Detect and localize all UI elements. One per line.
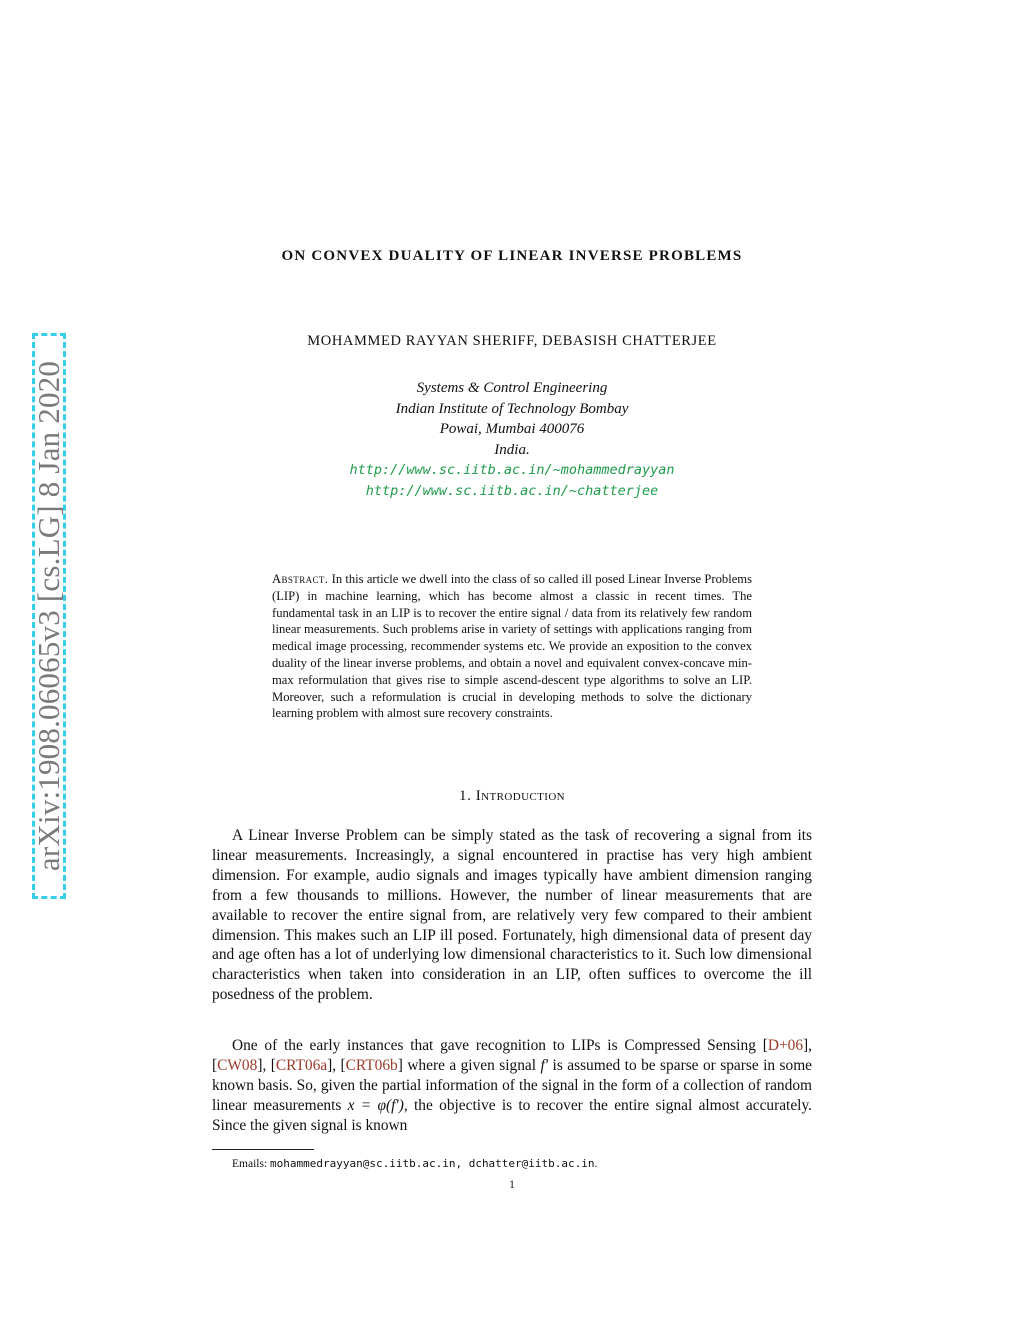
abstract-text: In this article we dwell into the class of so called ill posed Linear Inverse Problems (LIP) in machine learning, which has become almost a classic in recent times. The fundamental task in an LIP is to recover the entire signal / data from its relatively few random linear measurements. Such problems arise in variety of settings with applications ranging from medical image processing, recommender systems etc. We provide an exposition to the convex duality of the linear inverse problems, and obtain a novel and equivalent convex-concave min-max reformulation that gives rise to simple ascend-descent type algorithms to solve an LIP. Moreover, such a reformulation is crucial in developing methods to solve the dictionary learning problem with almost sure recovery constraints. [272,572,752,721]
intro-paragraph-2: One of the early instances that gave recognition to LIPs is Compressed Sensing [D+06], [CW08], [CRT06a], [CRT06b] where a given signal f′ is assumed to be sparse or sparse in some known basis. So, given the partial information of the signal in the form of a collection of random linear measurements x = φ(f′), the objective is to recover the entire signal almost accurately. Since the given signal is known [212,1037,812,1134]
intro-paragraph-1: A Linear Inverse Problem can be simply stated as the task of recovering a signal from its linear measurements. Increasingly, a signal encountered in practise has very high ambient dimension. For example, audio signals and images typically have ambient dimension ranging from a few thousands to millions. However, the number of linear measurements that are available to recover the entire signal from, are relatively very few compared to their ambient dimension. This makes such an LIP ill posed. Fortunately, high dimensional data of present day and age often has a lot of underlying low dimensional characteristics to it. Such low dimensional characteristics when taken into consideration in an LIP, often suffices to overcome the ill posedness of the problem. [212,827,812,1004]
abstract-label: Abstract. [272,572,329,586]
paragraph-2-text-c: , the objective is to recover the entire signal almost accurately. Since the given signal is known [212,1096,812,1134]
citation-d06[interactable]: D+06 [767,1037,804,1054]
abstract [272,571,752,722]
measurement-equation: x = φ(f′) [347,1096,404,1114]
affiliation-address: Powai, Mumbai 400076 [439,421,585,437]
affiliation-block [0,378,1024,501]
paper-authors: MOHAMMED RAYYAN SHERIFF, DEBASISH CHATTERJEE [307,333,717,349]
citation-cw08[interactable]: CW08 [217,1056,258,1074]
signal-symbol: f′ [540,1056,549,1074]
affiliation-institute: Indian Institute of Technology Bombay [395,400,629,417]
affiliation-country: India. [494,441,530,458]
footnote-rule [212,1149,314,1150]
paragraph-2-text-b: is assumed to be sparse or sparse in some known basis. So, given the partial information of the signal in the form of a collection of random linear measurements [212,1056,812,1114]
paper-title: ON CONVEX DUALITY OF LINEAR INVERSE PROBLEMS [281,248,743,264]
affiliation-department: Systems & Control Engineering [416,380,608,396]
page-number: 1 [509,1179,515,1191]
section-title: Introduction [475,788,566,804]
section-number: 1. [458,788,472,804]
footnote: Emails: mohammedrayyan@sc.iitb.ac.in, dchatter@iitb.ac.in. [232,1157,598,1170]
citation-crt06b[interactable]: CRT06b [345,1056,398,1074]
footnote-label: Emails: [232,1158,268,1170]
footnote-emails[interactable]: mohammedrayyan@sc.iitb.ac.in, dchatter@iitb.ac.in [270,1157,595,1170]
author-homepage-link-1[interactable]: http://www.sc.iitb.ac.in/~mohammedrayyan [349,462,675,478]
author-homepage-link-2[interactable]: http://www.sc.iitb.ac.in/~chatterjee [365,482,659,499]
paragraph-2-intro: One of the early instances that gave recognition to LIPs is Compressed Sensing [232,1037,756,1054]
citation-crt06a[interactable]: CRT06a [275,1056,328,1074]
section-heading [0,788,1024,805]
paragraph-2-text-a: where a given signal [407,1056,537,1074]
arxiv-identifier[interactable]: arXiv:1908.06065v3 [cs.LG] 8 Jan 2020 [31,360,66,872]
